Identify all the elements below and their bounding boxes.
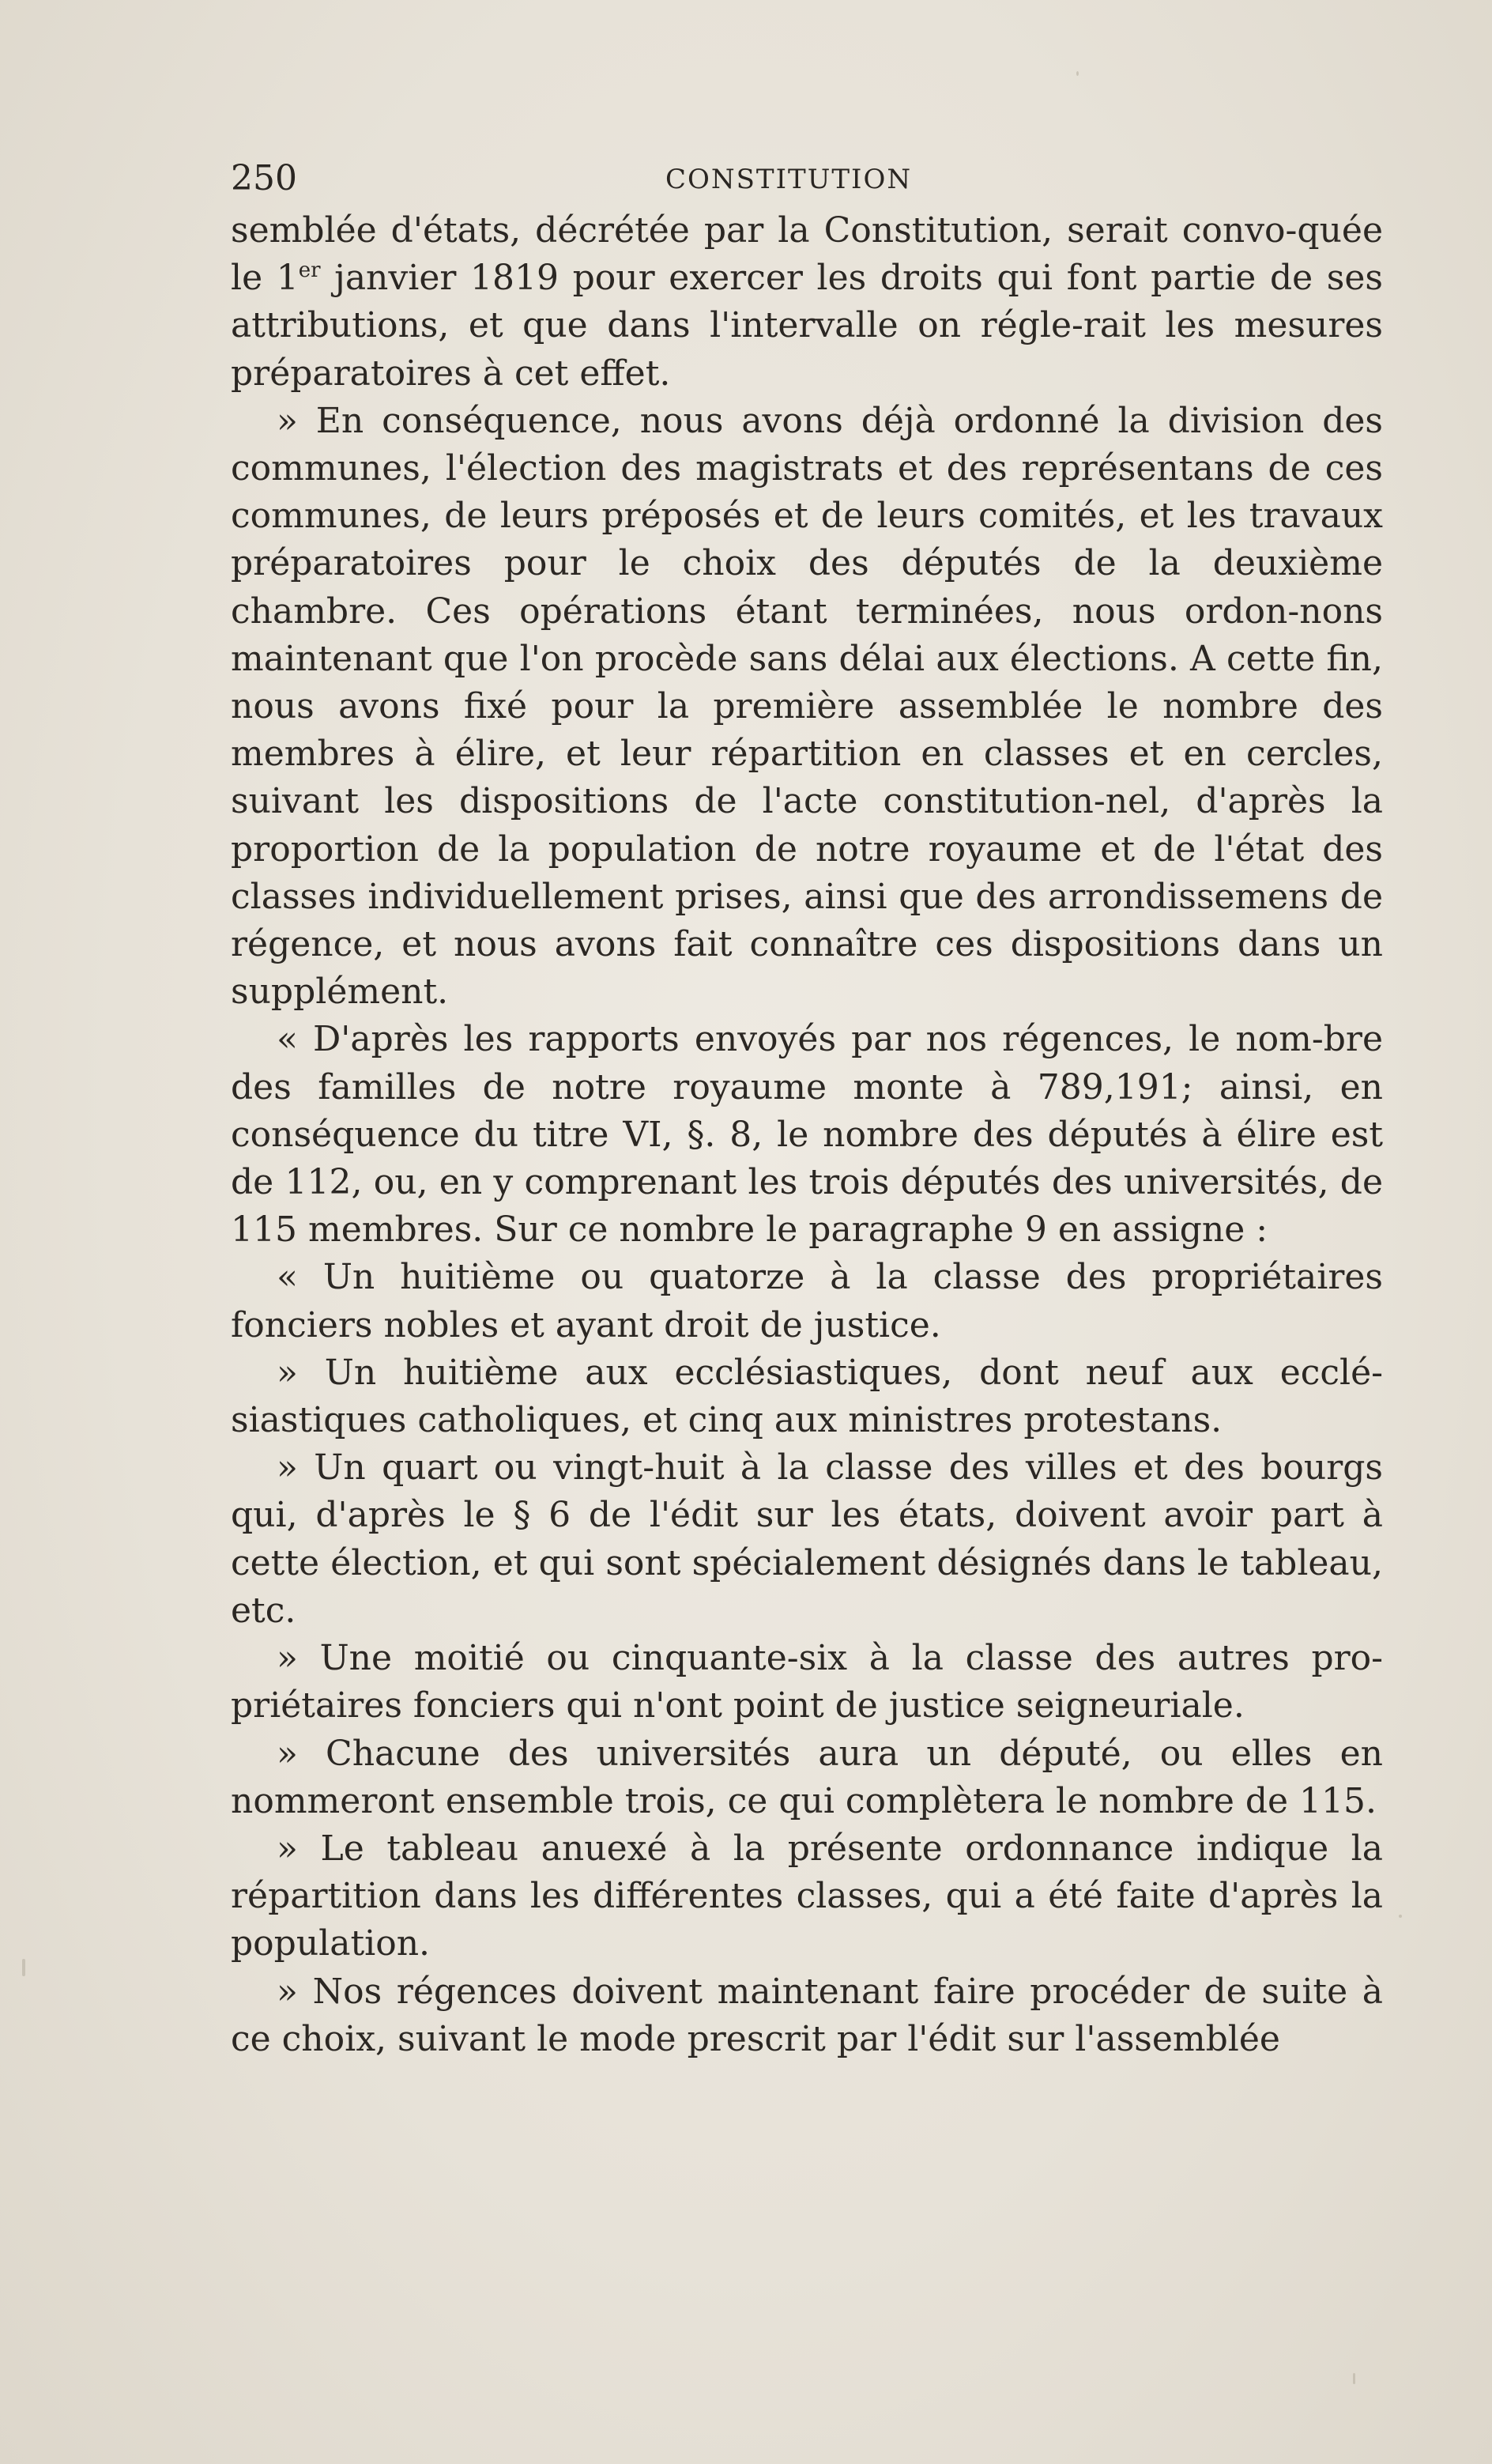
- paragraph-text: « Un huitième ou quatorze à la classe des propriétaires fonciers nobles et ayant droit de justice.: [231, 1257, 1383, 1345]
- paper-speck: [22, 1959, 25, 1976]
- paragraph: [231, 1730, 1383, 1825]
- paragraph-text: » Une moitié ou cinquante-six à la classe des autres pro-priétaires fonciers qui n'ont point de justice seigneuriale.: [231, 1638, 1383, 1726]
- paragraph-text: » En conséquence, nous avons déjà ordonné la division des communes, l'élection des magistrats et des représentans de ces communes, de leurs préposés et de leurs comités, et les travaux préparatoires pour le choix des députés de la deuxième chambre. Ces opérations étant terminées, nous ordon-nons maintenant que l'on procède sans délai aux élections. A cette fin, nous avons fixé pour la première assemblée le nombre des membres à élire, et leur répartition en classes et en cercles, suivant les dispositions de l'acte constitution-nel, d'après la proportion de la population de notre royaume et de l'état des classes individuellement prises, ainsi que des arrondissemens de régence, et nous avons fait connaître ces dispositions dans un supplément.: [231, 400, 1383, 1013]
- page-number: 250: [231, 158, 297, 198]
- paragraph: [231, 398, 1383, 1017]
- paragraph: [231, 1444, 1383, 1635]
- paragraph-text: » Le tableau anuexé à la présente ordonnance indique la répartition dans les différentes classes, qui a été faite d'après la population.: [231, 1828, 1383, 1964]
- paper-speck: [1399, 1915, 1402, 1918]
- paragraph: [231, 1349, 1383, 1444]
- paragraph-text: » Chacune des universités aura un député, ou elles en nommeront ensemble trois, ce qui complètera le nombre de 115.: [231, 1733, 1383, 1821]
- paragraph-text: janvier 1819 pour exercer les droits qui font partie de ses attributions, et que dans l'intervalle on régle-rait les mesures préparatoires à cet effet.: [231, 258, 1383, 394]
- paper-speck: [1353, 2373, 1355, 2384]
- paragraph: [231, 1635, 1383, 1730]
- paragraph: [231, 1254, 1383, 1349]
- paragraph: [231, 1968, 1383, 2063]
- paper-speck: [1076, 71, 1079, 76]
- paragraph-text: » Un huitième aux ecclésiastiques, dont neuf aux ecclé-siastiques catholiques, et cinq aux ministres protestans.: [231, 1352, 1383, 1441]
- paragraph-text: « D'après les rapports envoyés par nos régences, le nom-bre des familles de notre royaume monte à 789,191; ainsi, en conséquence du titre VI, §. 8, le nombre des députés à élire est de 112, ou, en y comprenant les trois députés des universités, de 115 membres. Sur ce nombre le paragraphe 9 en assigne :: [231, 1019, 1383, 1251]
- paragraph: [231, 207, 1383, 398]
- page-header: [231, 155, 1383, 202]
- superscript: er: [298, 258, 321, 283]
- paragraph-text: » Nos régences doivent maintenant faire procéder de suite à ce choix, suivant le mode prescrit par l'édit sur l'assemblée: [231, 1971, 1383, 2059]
- paragraph: [231, 1016, 1383, 1254]
- paragraph-text: semblée d'états, décrétée par la Constitution, serait convo-quée le 1: [231, 210, 1383, 299]
- running-head: CONSTITUTION: [665, 164, 913, 195]
- paragraph: [231, 1825, 1383, 1968]
- body-text: [231, 207, 1383, 2063]
- paragraph-text: » Un quart ou vingt-huit à la classe des villes et des bourgs qui, d'après le § 6 de l'édit sur les états, doivent avoir part à cette élection, et qui sont spécialement désignés dans le tableau, etc.: [231, 1447, 1383, 1631]
